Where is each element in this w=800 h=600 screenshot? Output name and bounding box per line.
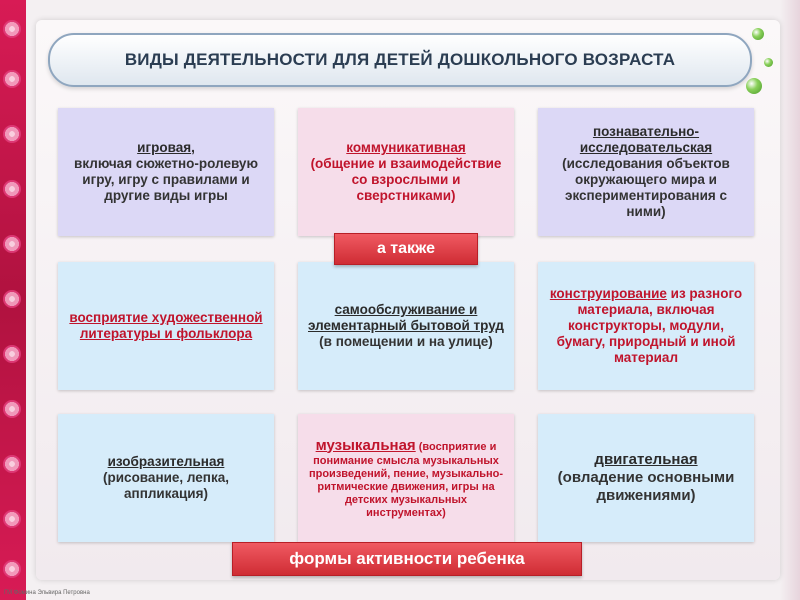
box-self-service-head: самообслуживание и элементарный бытовой труд: [308, 302, 504, 333]
box-game-tail: ,: [191, 140, 195, 155]
bead-icon: [752, 28, 764, 40]
box-visual-body: (рисование, лепка, аппликация): [103, 470, 229, 501]
flower-icon: [3, 235, 21, 253]
box-communicative-body: (общение и взаимодействие со взрослыми и сверстниками): [310, 156, 502, 203]
bead-icon: [764, 58, 773, 67]
label-activity-forms: формы активности ребенка: [232, 542, 582, 576]
flower-icon: [3, 345, 21, 363]
box-motor-activity: [538, 414, 754, 542]
left-decor-strip: [0, 0, 26, 600]
slide-title: ВИДЫ ДЕЯТЕЛЬНОСТИ ДЛЯ ДЕТЕЙ ДОШКОЛЬНОГО ВОЗРАСТА: [48, 33, 752, 87]
flower-icon: [3, 510, 21, 528]
box-music-body: (восприятие и понимание смысла музыкальных произведений, пение, музыкально-ритмические движения, игры на детских музыкальных инструментах): [308, 440, 504, 519]
box-game-body: включая сюжетно-ролевую игру, игру с правилами и другие виды игры: [74, 156, 258, 203]
box-self-service-labor: [298, 262, 514, 390]
flower-icon: [3, 180, 21, 198]
box-literature-perception: [58, 262, 274, 390]
flower-icon: [3, 455, 21, 473]
box-literature-head: восприятие художественной литературы и фольклора: [69, 310, 263, 341]
flower-icon: [3, 70, 21, 88]
box-communicative-head: коммуникативная: [346, 140, 466, 155]
box-visual-head: изобразительная: [107, 454, 225, 469]
label-also: а также: [334, 233, 478, 265]
flower-icon: [3, 400, 21, 418]
box-construction-activity: [538, 262, 754, 390]
box-communicative-activity: [298, 108, 514, 236]
box-music-head: музыкальная: [315, 436, 416, 454]
box-visual-activity: [58, 414, 274, 542]
box-construction-head: конструирование: [549, 286, 667, 301]
box-music-activity: [298, 414, 514, 542]
bead-icon: [746, 78, 762, 94]
box-game-head: игровая: [137, 140, 192, 155]
flower-icon: [3, 560, 21, 578]
box-motor-body: (овладение основными движениями): [557, 469, 735, 504]
box-construction-tail: из разного материала, включая конструкторы, модули, бумагу, природный и иной материал: [556, 286, 743, 365]
box-cognitive-head: познавательно-исследовательская: [579, 124, 713, 155]
flower-icon: [3, 125, 21, 143]
box-self-service-body: (в помещении и на улице): [319, 334, 493, 349]
box-motor-head: двигательная: [594, 451, 698, 468]
flower-icon: [3, 20, 21, 38]
box-game-activity: [58, 108, 274, 236]
flower-icon: [3, 290, 21, 308]
box-cognitive-activity: [538, 108, 754, 236]
box-cognitive-body: (исследования объектов окружающего мира и экспериментирования с ними): [562, 156, 730, 219]
footer-credit: ГМ Фомина Эльвира Петровна: [4, 590, 90, 596]
